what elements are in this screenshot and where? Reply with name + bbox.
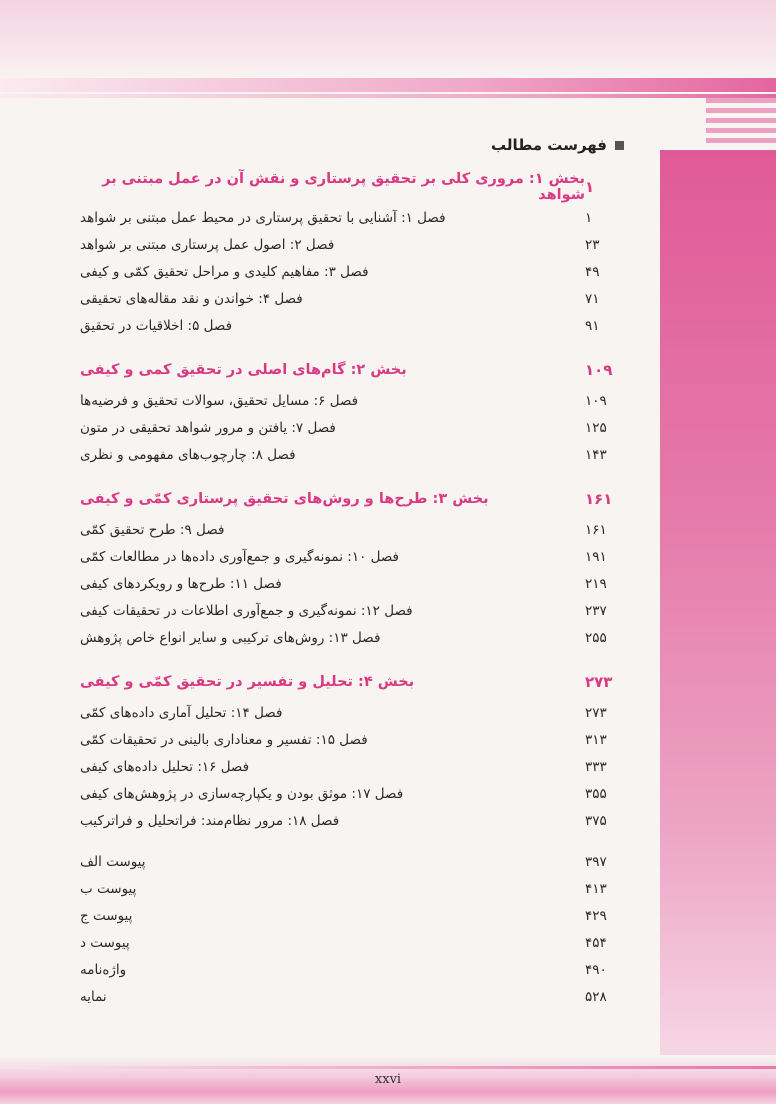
toc-appendix-title: نمایه bbox=[80, 988, 107, 1005]
toc-chapter-title: فصل ۶: مسایل تحقیق، سوالات تحقیق و فرضیه‌ها bbox=[80, 392, 359, 409]
toc-chapter-title: فصل ۷: یافتن و مرور شواهد تحقیقی در متون bbox=[80, 419, 336, 436]
top-decorative-band bbox=[0, 0, 776, 78]
toc-chapter-title: فصل ۸: چارچوب‌های مفهومی و نظری bbox=[80, 446, 296, 463]
toc-chapter-title: فصل ۱۱: طرح‌ها و رویکردهای کیفی bbox=[80, 575, 282, 592]
toc-chapter bbox=[80, 780, 625, 807]
bottom-thin-strip bbox=[0, 1066, 776, 1069]
toc-chapter-page-number: ۱۹۱ bbox=[585, 548, 607, 565]
toc-chapter bbox=[80, 285, 625, 312]
toc-chapter bbox=[80, 624, 625, 651]
table-of-contents bbox=[80, 170, 625, 1010]
toc-chapter-title: فصل ۱۸: مرور نظام‌مند: فراتحلیل و فراترکیب bbox=[80, 812, 340, 829]
toc-header bbox=[491, 136, 624, 154]
toc-chapter-title: فصل ۱۵: تفسیر و معناداری بالینی در تحقیقات کمّی bbox=[80, 731, 368, 748]
toc-chapter bbox=[80, 516, 625, 543]
toc-appendix-title: پیوست الف bbox=[80, 853, 146, 870]
toc-part-page-number: ۱ bbox=[585, 178, 595, 196]
toc-chapter bbox=[80, 414, 625, 441]
toc-part-group bbox=[80, 353, 625, 468]
toc-chapter-page-number: ۴۹ bbox=[585, 263, 600, 280]
toc-appendix-page-number: ۳۹۷ bbox=[585, 853, 607, 870]
top-thin-strip bbox=[0, 94, 776, 98]
toc-chapter bbox=[80, 231, 625, 258]
toc-appendix-title: پیوست د bbox=[80, 934, 130, 951]
toc-appendix bbox=[80, 983, 625, 1010]
toc-chapter-title: فصل ۱۶: تحلیل داده‌های کیفی bbox=[80, 758, 250, 775]
toc-appendix-title: واژه‌نامه bbox=[80, 961, 127, 978]
toc-chapter-page-number: ۷۱ bbox=[585, 290, 600, 307]
top-pink-strip bbox=[0, 78, 776, 92]
toc-chapter-page-number: ۲۳ bbox=[585, 236, 600, 253]
toc-chapter-title: فصل ۱۳: روش‌های ترکیبی و سایر انواع خاص پژوهش bbox=[80, 629, 381, 646]
square-bullet-icon bbox=[615, 141, 624, 150]
toc-chapter-page-number: ۱ bbox=[585, 209, 593, 226]
toc-chapter-page-number: ۲۱۹ bbox=[585, 575, 607, 592]
toc-chapter-page-number: ۱۲۵ bbox=[585, 419, 607, 436]
toc-part-page-number: ۲۷۳ bbox=[585, 673, 613, 691]
toc-chapter-title: فصل ۱۷: موثق بودن و یکپارچه‌سازی در پژوهش‌های کیفی bbox=[80, 785, 404, 802]
toc-part-page-number: ۱۶۱ bbox=[585, 490, 613, 508]
toc-chapter bbox=[80, 387, 625, 414]
toc-chapter-page-number: ۳۷۵ bbox=[585, 812, 607, 829]
toc-chapter-title: فصل ۱۰: نمونه‌گیری و جمع‌آوری داده‌ها در مطالعات کمّی bbox=[80, 548, 400, 565]
toc-part-group bbox=[80, 665, 625, 834]
toc-part bbox=[80, 170, 625, 204]
toc-chapter bbox=[80, 570, 625, 597]
toc-chapter-title: فصل ۵: اخلاقیات در تحقیق bbox=[80, 317, 233, 334]
toc-chapter bbox=[80, 312, 625, 339]
toc-chapter bbox=[80, 258, 625, 285]
toc-chapter-page-number: ۱۶۱ bbox=[585, 521, 607, 538]
toc-appendix-group bbox=[80, 848, 625, 1010]
toc-chapter-page-number: ۱۰۹ bbox=[585, 392, 607, 409]
toc-chapter-page-number: ۲۳۷ bbox=[585, 602, 607, 619]
toc-appendix bbox=[80, 875, 625, 902]
toc-part-title: بخش ۱: مروری کلی بر تحقیق پرستاری و نقش آن در عمل مبتنی بر شواهد bbox=[102, 171, 585, 203]
toc-chapter-page-number: ۱۴۳ bbox=[585, 446, 607, 463]
page-title: فهرست مطالب bbox=[491, 136, 607, 154]
toc-appendix bbox=[80, 956, 625, 983]
toc-appendix bbox=[80, 848, 625, 875]
toc-appendix bbox=[80, 902, 625, 929]
toc-part-title: بخش ۳: طرح‌ها و روش‌های تحقیق پرستاری کمّی و کیفی bbox=[80, 491, 489, 507]
toc-chapter-title: فصل ۱۴: تحلیل آماری داده‌های کمّی bbox=[80, 704, 283, 721]
toc-chapter-title: فصل ۲: اصول عمل پرستاری مبتنی بر شواهد bbox=[80, 236, 335, 253]
toc-appendix-title: پیوست ب bbox=[80, 880, 137, 897]
toc-chapter-page-number: ۲۷۳ bbox=[585, 704, 607, 721]
toc-part-group bbox=[80, 482, 625, 651]
toc-appendix-page-number: ۴۹۰ bbox=[585, 961, 607, 978]
toc-chapter-page-number: ۳۳۳ bbox=[585, 758, 607, 775]
toc-chapter bbox=[80, 441, 625, 468]
toc-part bbox=[80, 353, 625, 387]
toc-chapter-title: فصل ۴: خواندن و نقد مقاله‌های تحقیقی bbox=[80, 290, 303, 307]
toc-appendix-page-number: ۴۱۳ bbox=[585, 880, 607, 897]
toc-chapter-page-number: ۲۵۵ bbox=[585, 629, 607, 646]
right-decorative-bar bbox=[660, 150, 776, 1055]
toc-chapter-page-number: ۳۱۳ bbox=[585, 731, 607, 748]
toc-appendix bbox=[80, 929, 625, 956]
toc-chapter bbox=[80, 807, 625, 834]
toc-appendix-page-number: ۴۲۹ bbox=[585, 907, 607, 924]
toc-chapter bbox=[80, 204, 625, 231]
toc-chapter bbox=[80, 597, 625, 624]
toc-appendix-page-number: ۵۲۸ bbox=[585, 988, 607, 1005]
toc-chapter bbox=[80, 726, 625, 753]
toc-chapter-title: فصل ۱۲: نمونه‌گیری و جمع‌آوری اطلاعات در تحقیقات کیفی bbox=[80, 602, 413, 619]
toc-part-title: بخش ۲: گام‌های اصلی در تحقیق کمی و کیفی bbox=[80, 362, 407, 378]
toc-part-title: بخش ۴: تحلیل و تفسیر در تحقیق کمّی و کیفی bbox=[80, 674, 415, 690]
toc-chapter-title: فصل ۳: مفاهیم کلیدی و مراحل تحقیق کمّی و کیفی bbox=[80, 263, 369, 280]
toc-chapter-page-number: ۹۱ bbox=[585, 317, 600, 334]
toc-chapter-page-number: ۳۵۵ bbox=[585, 785, 607, 802]
toc-chapter bbox=[80, 699, 625, 726]
toc-part-page-number: ۱۰۹ bbox=[585, 361, 613, 379]
toc-part bbox=[80, 665, 625, 699]
toc-chapter bbox=[80, 543, 625, 570]
page-number: xxvi bbox=[374, 1072, 402, 1087]
toc-chapter-title: فصل ۹: طرح تحقیق کمّی bbox=[80, 521, 225, 538]
toc-chapter bbox=[80, 753, 625, 780]
toc-appendix-title: پیوست ج bbox=[80, 907, 133, 924]
toc-part-group bbox=[80, 170, 625, 339]
toc-part bbox=[80, 482, 625, 516]
toc-chapter-title: فصل ۱: آشنایی با تحقیق پرستاری در محیط عمل مبتنی بر شواهد bbox=[80, 209, 446, 226]
toc-appendix-page-number: ۴۵۴ bbox=[585, 934, 607, 951]
right-decorative-lines bbox=[706, 98, 776, 150]
